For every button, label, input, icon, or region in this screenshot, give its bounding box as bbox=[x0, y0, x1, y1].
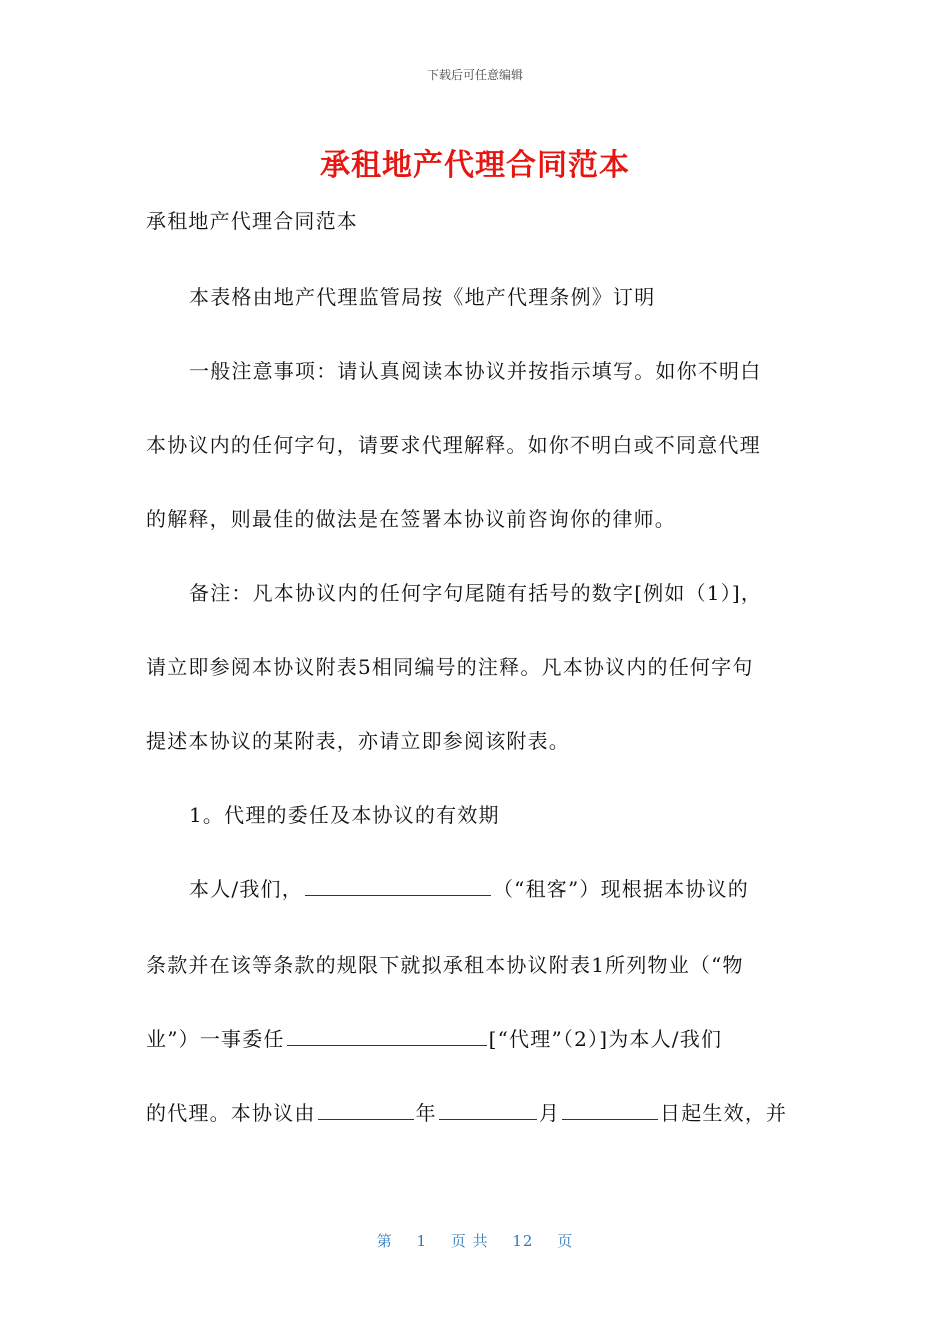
paragraph-line: 提述本协议的某附表，亦请立即参阅该附表。 bbox=[146, 729, 570, 753]
tenant-name-blank bbox=[305, 877, 491, 896]
paragraph-line: 一般注意事项：请认真阅读本协议并按指示填写。如你不明白 bbox=[189, 359, 762, 383]
document-title: 承租地产代理合同范本 bbox=[320, 148, 630, 183]
paragraph-line: 条款并在该等条款的规限下就拟承租本协议附表1所列物业（“物 bbox=[146, 953, 744, 977]
text-segment: 月 bbox=[538, 1101, 561, 1125]
subtitle: 承租地产代理合同范本 bbox=[146, 209, 358, 233]
text-segment: 业”）一事委任 bbox=[146, 1027, 285, 1051]
total-pages-number: 12 bbox=[512, 1232, 534, 1250]
paragraph-line: 请立即参阅本协议附表5相同编号的注释。凡本协议内的任何字句 bbox=[146, 655, 754, 679]
text-segment: [“代理”（2）]为本人/我们 bbox=[488, 1027, 723, 1051]
paragraph-line bbox=[146, 1100, 787, 1126]
current-page-number: 1 bbox=[416, 1232, 428, 1250]
paragraph-line bbox=[189, 876, 749, 902]
text-segment: （“租客”）现根据本协议的 bbox=[492, 877, 750, 901]
text-segment: 的代理。本协议由 bbox=[146, 1101, 316, 1125]
page-footer bbox=[0, 1230, 950, 1251]
footer-prefix: 第 bbox=[376, 1232, 393, 1250]
year-blank bbox=[318, 1101, 414, 1120]
text-segment: 本人/我们， bbox=[189, 877, 303, 901]
paragraph-line: 备注：凡本协议内的任何字句尾随有括号的数字[例如（1）]， bbox=[189, 581, 763, 605]
month-blank bbox=[439, 1101, 537, 1120]
text-segment: 日起生效，并 bbox=[660, 1101, 788, 1125]
section-heading: 1。代理的委任及本协议的有效期 bbox=[189, 803, 500, 827]
header-note: 下载后可任意编辑 bbox=[426, 68, 523, 82]
paragraph-line: 本表格由地产代理监管局按《地产代理条例》订明 bbox=[189, 285, 656, 309]
footer-middle: 页 共 bbox=[450, 1232, 489, 1250]
paragraph-line: 的解释，则最佳的做法是在签署本协议前咨询你的律师。 bbox=[146, 507, 676, 531]
agent-name-blank bbox=[287, 1027, 487, 1046]
text-segment: 年 bbox=[415, 1101, 437, 1125]
paragraph-line bbox=[146, 1026, 722, 1052]
paragraph-line: 本协议内的任何字句，请要求代理解释。如你不明白或不同意代理 bbox=[146, 433, 761, 457]
footer-suffix: 页 bbox=[557, 1232, 574, 1250]
day-blank bbox=[562, 1101, 658, 1120]
